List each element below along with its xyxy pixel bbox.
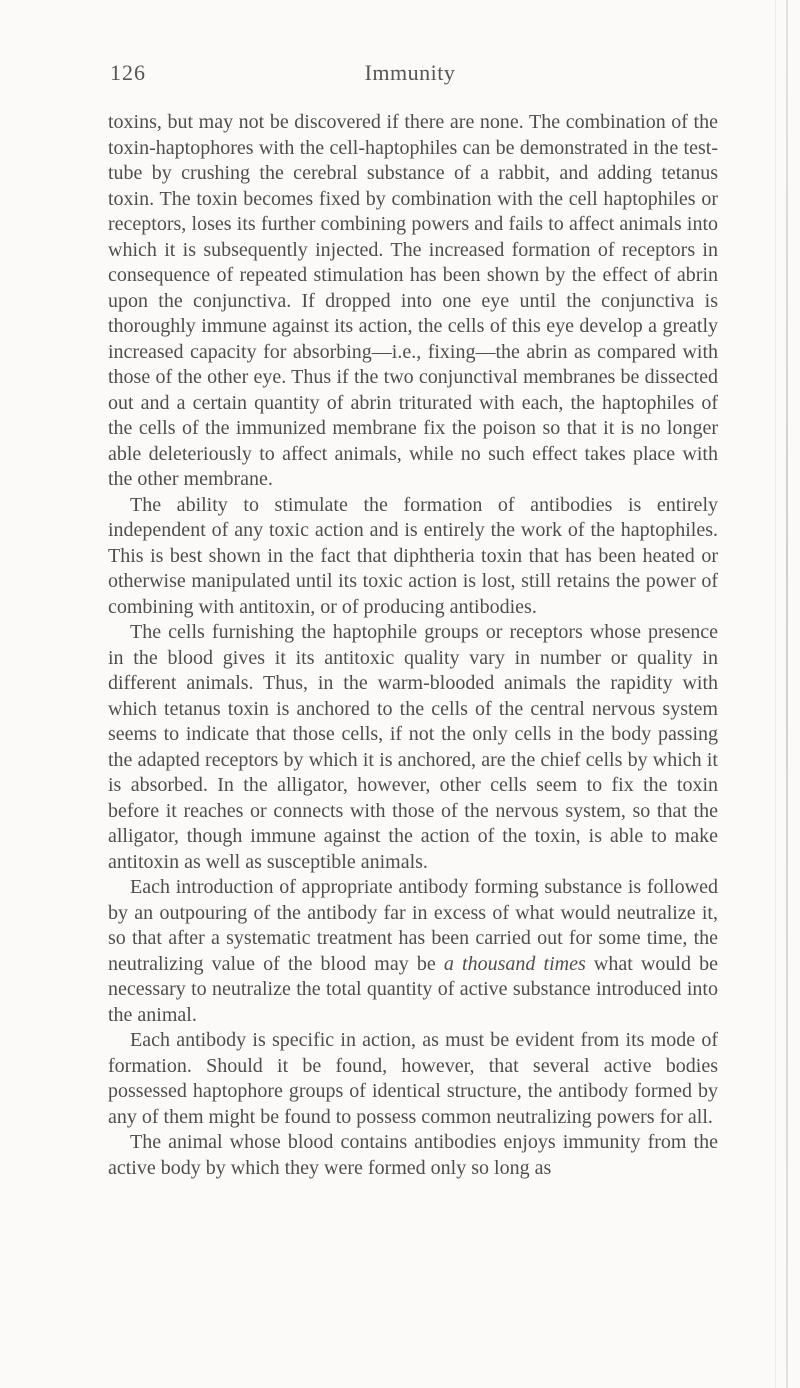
paragraph-4-emphasis: a thousand times (443, 952, 586, 975)
running-title: Immunity (364, 60, 456, 85)
paragraph-2: The ability to stimulate the formation of antibodies is entirely independent of any toxic action and is entirely the work of the haptophiles. This is best shown in the fact that diphtheria toxin that has been heated or otherwise manipulated until its toxic action is lost, still retains the power of combining with antitoxin, or of producing antibodies. (108, 493, 718, 618)
paragraph-1: toxins, but may not be discovered if there are none. The combination of the toxin-haptophores with the cell-haptophiles can be demonstrated in the test-tube by crushing the cerebral substance of a rabbit, and adding tetanus toxin. The toxin becomes fixed by combination with the cell haptophiles or receptors, loses its further combining powers and fails to affect animals into which it is subsequently injected. The increased formation of receptors in consequence of repeated stimulation has been shown by the effect of abrin upon the conjunctiva. If dropped into one eye until the conjunctiva is thoroughly immune against its action, the cells of this eye develop a greatly increased capacity for absorbing—i.e., fixing—the abrin as compared with those of the other eye. Thus if the two conjunctival membranes be dissected out and a certain quantity of abrin triturated with each, the haptophiles of the cells of the immunized membrane fix the poison so that it is no longer able deleteriously to affect animals, while no such effect takes place with the other membrane. (108, 111, 718, 490)
paragraph-3: The cells furnishing the haptophile groups or receptors whose presence in the blood gives it its antitoxic quality vary in number or quality in different animals. Thus, in the warm-blooded animals the rapidity with which tetanus toxin is anchored to the cells of the central nervous system seems to indicate that those cells, if not the only cells in the body passing the adapted receptors by which it is anchored, are the chief cells by which it is absorbed. In the alligator, however, other cells seem to fix the toxin before it reaches or connects with those of the nervous system, so that the alligator, though immune against the action of the toxin, is able to make antitoxin as well as susceptible animals. (108, 621, 718, 873)
paragraph-6: The animal whose blood contains antibodies enjoys immunity from the active body by which they were formed only so long as (108, 1131, 718, 1179)
page-edge-shadow (775, 0, 776, 1388)
paragraph-4-after: what would be necessary to neutralize the total quantity of active substance introduced into the animal. (108, 952, 718, 1026)
paragraph-5: Each antibody is specific in action, as must be evident from its mode of formation. Should it be found, however, that several active bodies possessed haptophore groups of identical structure, the antibody formed by any of them might be found to possess common neutralizing powers for all. (108, 1029, 718, 1128)
page-number: 126 (110, 60, 146, 85)
running-head (110, 60, 710, 90)
body-text (108, 110, 718, 1181)
paragraph-4 (108, 875, 718, 1028)
paragraph-4-before: Each introduction of appropriate antibody forming substance is followed by an outpouring of the antibody far in excess of what would neutralize it, so that after a systematic treatment has been carried out for some time, the neutralizing value of the blood may be (108, 876, 718, 975)
page-edge-line (786, 0, 788, 1388)
